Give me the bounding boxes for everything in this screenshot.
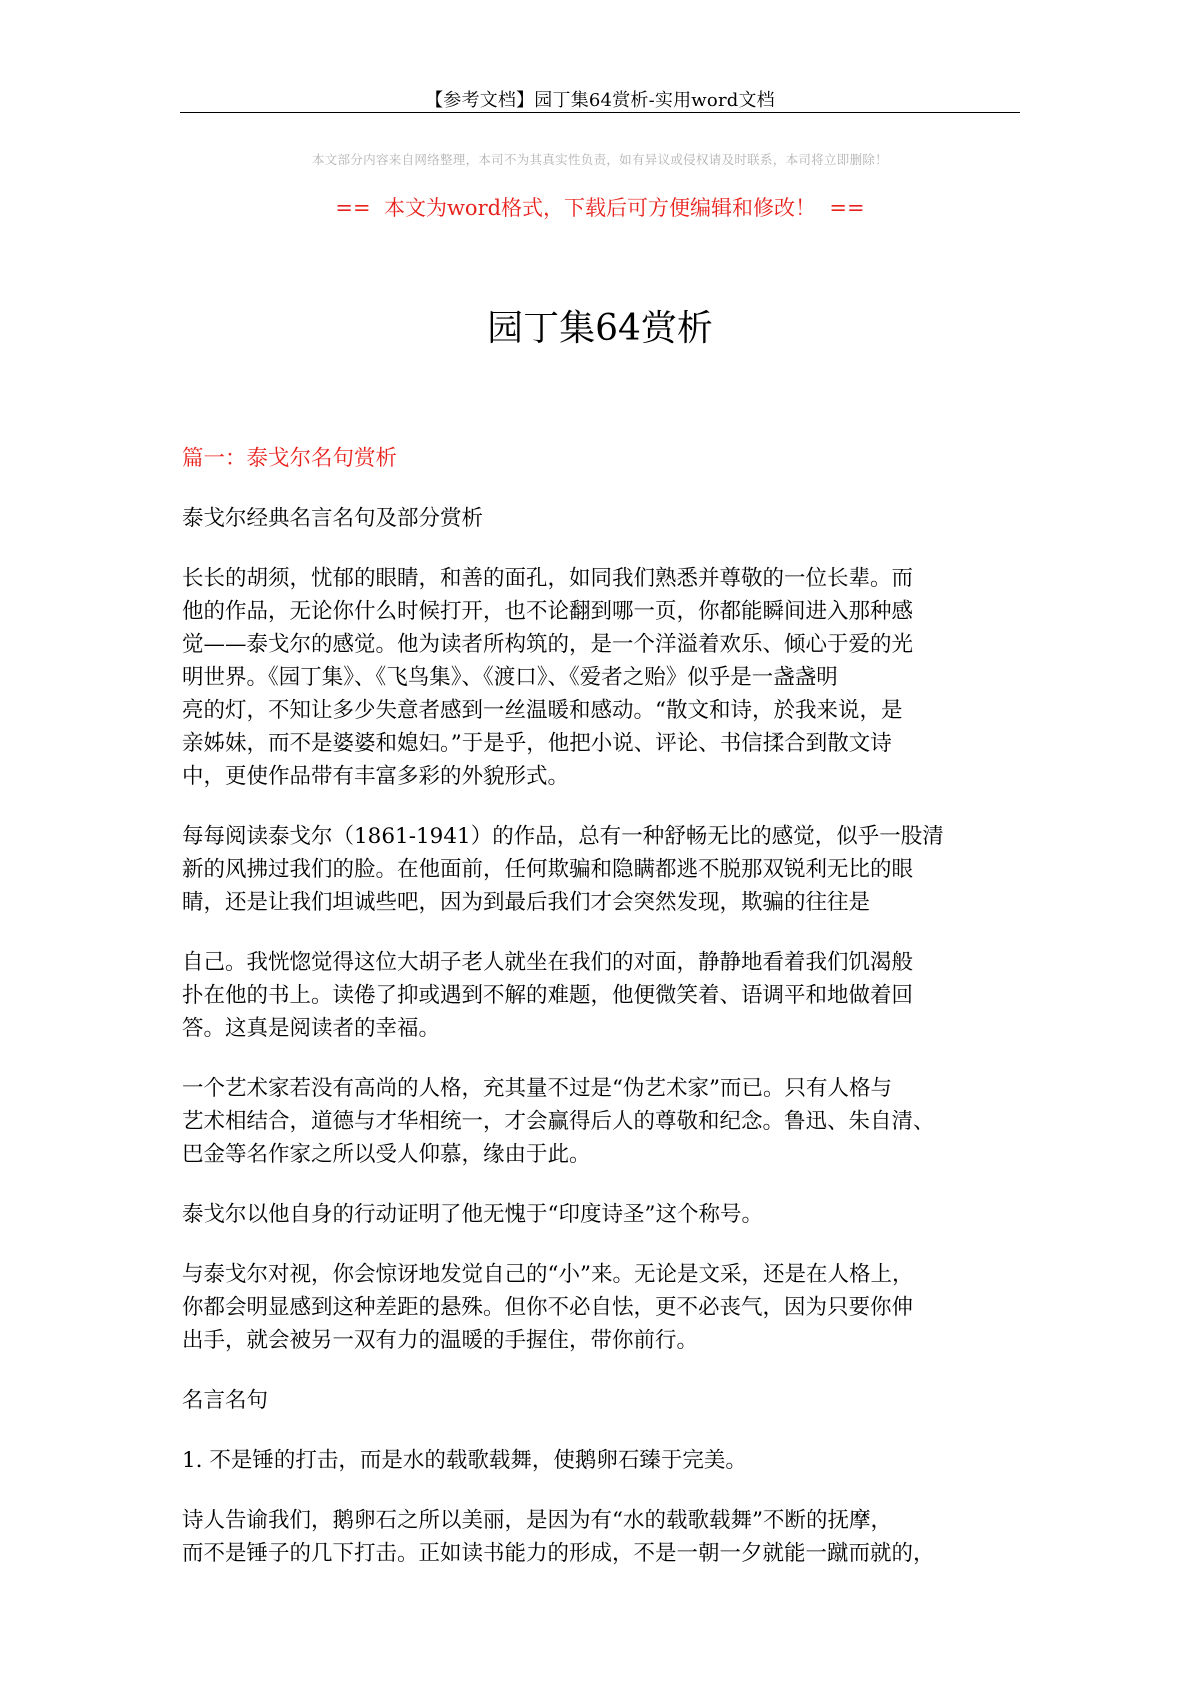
text-line: 艺术相结合，道德与才华相统一，才会赢得后人的尊敬和纪念。鲁迅、朱自清、 bbox=[182, 1109, 935, 1134]
disclaimer-text: 本文部分内容来自网络整理，本司不为其真实性负责，如有异议或侵权请及时联系，本司将立即删除！ bbox=[311, 152, 888, 167]
text-line: 名言名句 bbox=[182, 1388, 269, 1413]
text-line: 明世界。《园丁集》、《飞鸟集》、《渡口》、《爱者之贻》似乎是一盏盏明 bbox=[182, 665, 838, 690]
text-line: 泰戈尔以他自身的行动证明了他无愧于“印度诗圣”这个称号。 bbox=[182, 1202, 763, 1227]
document-body bbox=[182, 442, 1028, 1597]
paragraph-quote-1-analysis bbox=[182, 1504, 1028, 1570]
text-line: 巴金等名作家之所以受人仰慕，缘由于此。 bbox=[182, 1142, 591, 1167]
paragraph-artist bbox=[182, 1072, 1028, 1171]
text-line: 他的作品，无论你什么时候打开，也不论翻到哪一页，你都能瞬间进入那种感 bbox=[182, 599, 914, 624]
text-line: 中，更使作品带有丰富多彩的外貌形式。 bbox=[182, 764, 570, 789]
text-line: 你都会明显感到这种差距的悬殊。但你不必自怯，更不必丧气，因为只要你伸 bbox=[182, 1295, 914, 1320]
paragraph-reading bbox=[182, 820, 1028, 919]
text-line: 而不是锤子的几下打击。正如读书能力的形成，不是一朝一夕就能一蹴而就的， bbox=[182, 1541, 935, 1566]
text-line: 泰戈尔经典名言名句及部分赏析 bbox=[182, 506, 484, 531]
format-notice: == 本文为word格式，下载后可方便编辑和修改！ == bbox=[335, 196, 865, 220]
paragraph-gaze bbox=[182, 1258, 1028, 1357]
text-line: 每每阅读泰戈尔（1861-1941）的作品，总有一种舒畅无比的感觉，似乎一股清 bbox=[182, 824, 944, 849]
text-line: 自己。我恍惚觉得这位大胡子老人就坐在我们的对面，静静地看着我们饥渴般 bbox=[182, 950, 914, 975]
paragraph-intro bbox=[182, 562, 1028, 793]
text-line: 亲姊妹，而不是婆婆和媳妇。”于是乎，他把小说、评论、书信揉合到散文诗 bbox=[182, 731, 892, 756]
text-line: 亮的灯，不知让多少失意者感到一丝温暖和感动。“散文和诗，於我来说，是 bbox=[182, 698, 903, 723]
text-line: 觉——泰戈尔的感觉。他为读者所构筑的，是一个洋溢着欢乐、倾心于爱的光 bbox=[182, 632, 914, 657]
text-line: 答。这真是阅读者的幸福。 bbox=[182, 1016, 441, 1041]
text-line: 诗人告谕我们，鹅卵石之所以美丽，是因为有“水的载歌载舞”不断的抚摩， bbox=[182, 1508, 892, 1533]
text-line: 长长的胡须，忧郁的眼睛，和善的面孔，如同我们熟悉并尊敬的一位长辈。而 bbox=[182, 566, 914, 591]
text-line: 扑在他的书上。读倦了抑或遇到不解的难题，他便微笑着、语调平和地做着回 bbox=[182, 983, 914, 1008]
text-line: 睛，还是让我们坦诚些吧，因为到最后我们才会突然发现，欺骗的往往是 bbox=[182, 890, 871, 915]
header-divider bbox=[180, 112, 1020, 113]
paragraph-title-honor bbox=[182, 1198, 1028, 1231]
text-line: 与泰戈尔对视，你会惊讶地发觉自己的“小”来。无论是文采，还是在人格上， bbox=[182, 1262, 914, 1287]
section-heading: 篇一：泰戈尔名句赏析 bbox=[182, 446, 398, 471]
document-header: 【参考文档】园丁集64赏析-实用word文档 bbox=[425, 90, 775, 111]
paragraph-subtitle bbox=[182, 502, 1028, 535]
paragraph-quotes-heading bbox=[182, 1384, 1028, 1417]
text-line: 出手，就会被另一双有力的温暖的手握住，带你前行。 bbox=[182, 1328, 699, 1353]
text-line: 一个艺术家若没有高尚的人格，充其量不过是“伪艺术家”而已。只有人格与 bbox=[182, 1076, 892, 1101]
document-title: 园丁集64赏析 bbox=[487, 308, 713, 349]
paragraph-self bbox=[182, 946, 1028, 1045]
text-line: 1. 不是锤的打击，而是水的载歌载舞，使鹅卵石臻于完美。 bbox=[182, 1448, 747, 1473]
paragraph-quote-1 bbox=[182, 1444, 1028, 1477]
text-line: 新的风拂过我们的脸。在他面前，任何欺骗和隐瞒都逃不脱那双锐利无比的眼 bbox=[182, 857, 914, 882]
